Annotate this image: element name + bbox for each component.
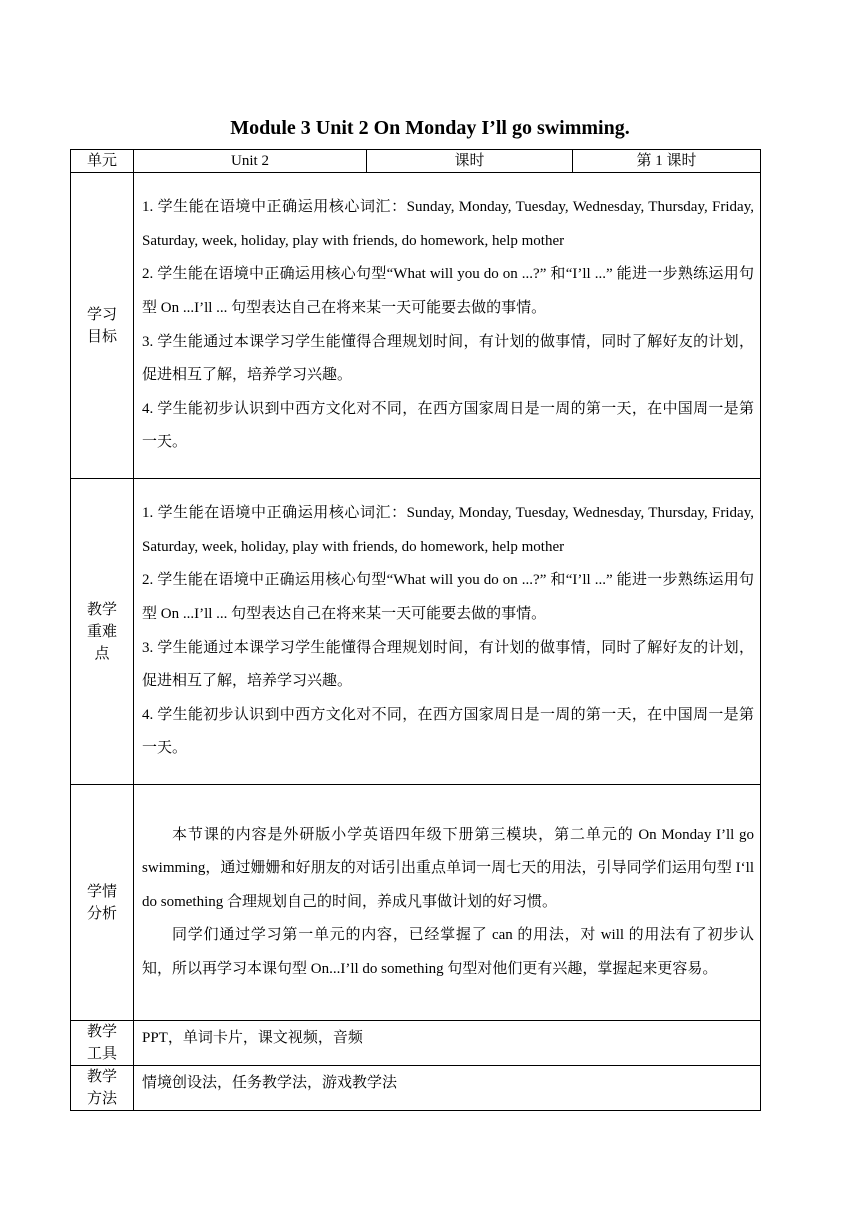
lesson-plan-table (70, 149, 761, 1111)
key-point-item: 3. 学生能通过本课学习学生能懂得合理规划时间，有计划的做事情，同时了解好友的计划，促进相互了解，培养学习兴趣。 (142, 639, 754, 690)
objective-item: 4. 学生能初步认识到中西方文化对不同，在西方国家周日是一周的第一天，在中国周一是第一天。 (142, 400, 754, 451)
objective-item: 2. 学生能在语境中正确运用核心句型“What will you do on ...?” 和“I’ll ...” 能进一步熟练运用句型 On ...I’ll ... 句型表达自己在将来某一天可能要去做的事情。 (142, 266, 754, 316)
analysis-label: 学情分析 (71, 785, 134, 1021)
objective-item: 1. 学生能在语境中正确运用核心词汇：Sunday, Monday, Tuesday, Wednesday, Thursday, Friday, Saturday, week, holiday, play with friends, do homework, help mother (142, 199, 754, 249)
key-points-content (134, 479, 761, 785)
objectives-content (134, 173, 761, 479)
key-point-item: 1. 学生能在语境中正确运用核心词汇：Sunday, Monday, Tuesday, Wednesday, Thursday, Friday, Saturday, week, holiday, play with friends, do homework, help mother (142, 505, 754, 555)
methods-content: 情境创设法，任务教学法，游戏教学法 (134, 1066, 761, 1111)
header-row (71, 150, 761, 173)
key-point-item: 4. 学生能初步认识到中西方文化对不同，在西方国家周日是一周的第一天，在中国周一是第一天。 (142, 706, 754, 757)
lesson-value: 第 1 课时 (573, 150, 761, 173)
methods-label: 教学方法 (71, 1066, 134, 1111)
key-points-label: 教学重难点 (71, 479, 134, 785)
analysis-content (134, 785, 761, 1021)
tools-row (71, 1021, 761, 1066)
objectives-row (71, 173, 761, 479)
document-title: Module 3 Unit 2 On Monday I’ll go swimming. (230, 117, 630, 139)
lesson-label: 课时 (367, 150, 573, 173)
unit-value: Unit 2 (134, 150, 367, 173)
objectives-label: 学习目标 (71, 173, 134, 479)
tools-label: 教学工具 (71, 1021, 134, 1066)
objective-item: 3. 学生能通过本课学习学生能懂得合理规划时间，有计划的做事情，同时了解好友的计划，促进相互了解，培养学习兴趣。 (142, 333, 754, 384)
analysis-row (71, 785, 761, 1021)
key-points-row (71, 479, 761, 785)
analysis-paragraph: 本节课的内容是外研版小学英语四年级下册第三模块，第二单元的 On Monday I’ll go swimming，通过姗姗和好朋友的对话引出重点单词一周七天的用法，引导同学们运用句型 I‘ll do something 合理规划自己的时间，养成凡事做计划的好习惯。 (142, 826, 754, 910)
unit-label: 单元 (71, 150, 134, 173)
tools-content: PPT，单词卡片，课文视频，音频 (134, 1021, 761, 1066)
methods-row (71, 1066, 761, 1111)
key-point-item: 2. 学生能在语境中正确运用核心句型“What will you do on ...?” 和“I’ll ...” 能进一步熟练运用句型 On ...I’ll ... 句型表达自己在将来某一天可能要去做的事情。 (142, 572, 754, 622)
analysis-paragraph: 同学们通过学习第一单元的内容，已经掌握了 can 的用法，对 will 的用法有了初步认知，所以再学习本课句型 On...I’ll do something 句型对他们更有兴趣，掌握起来更容易。 (142, 927, 754, 977)
